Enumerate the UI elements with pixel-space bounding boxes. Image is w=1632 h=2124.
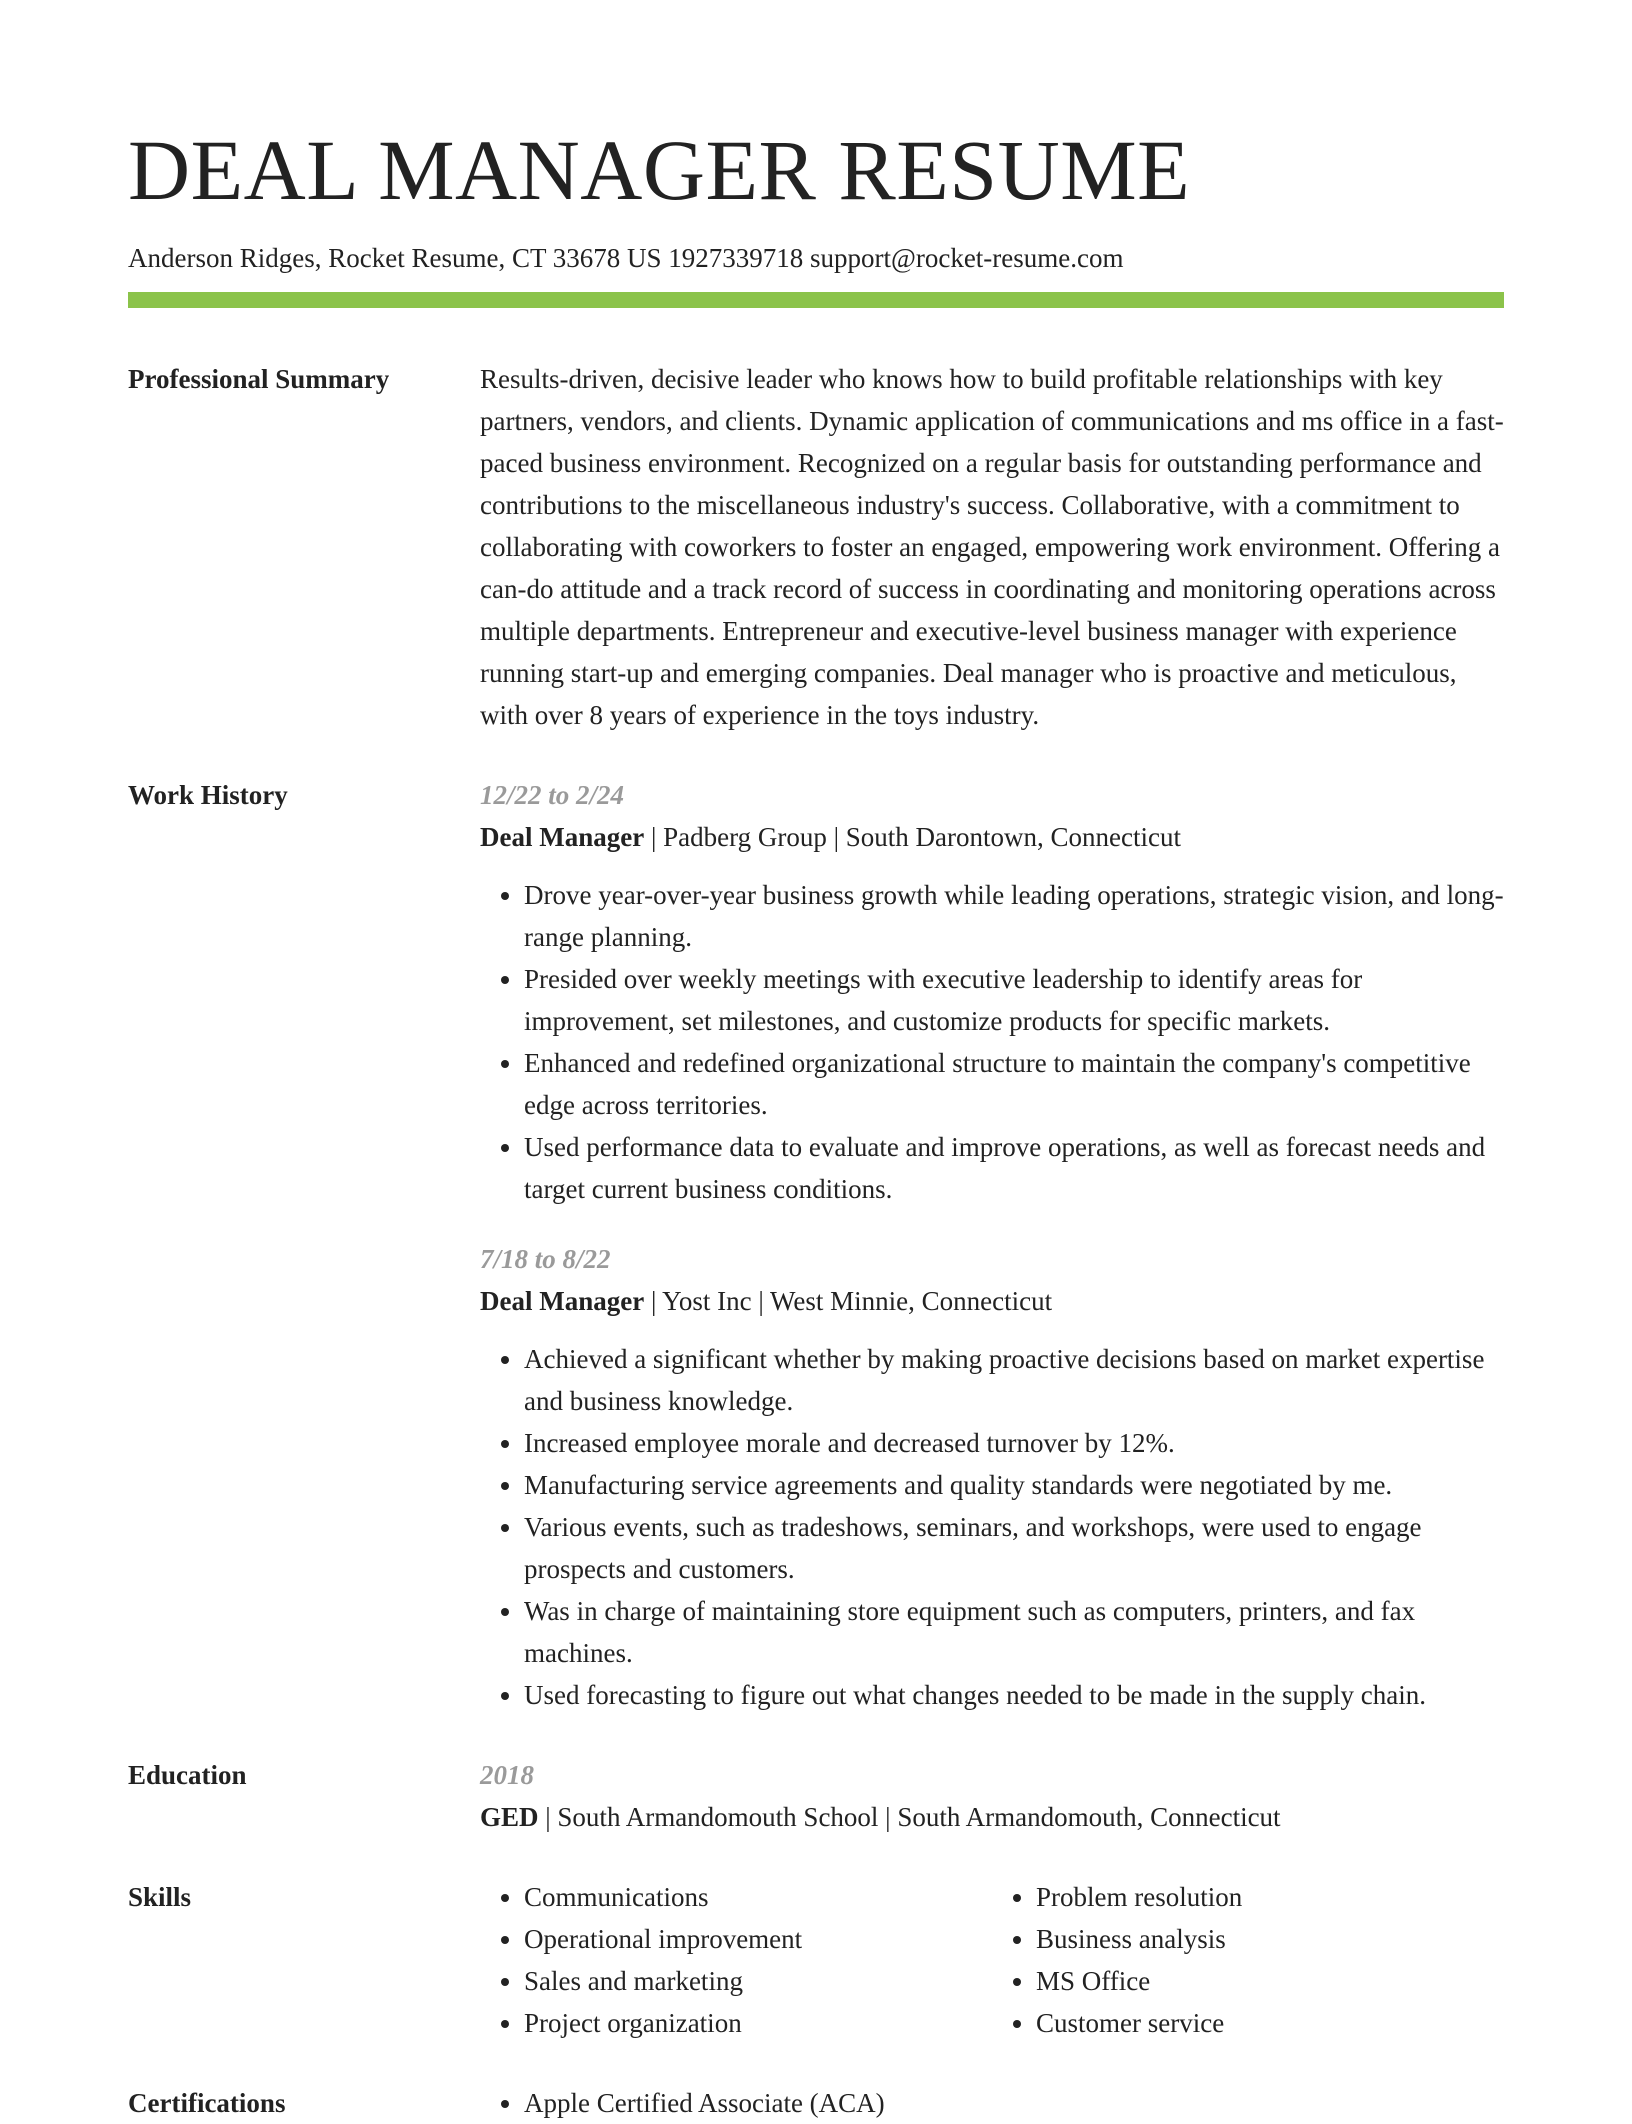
job-details: | Padberg Group | South Darontown, Connecticut [644,822,1181,852]
job-bullet: • Enhanced and redefined organizational structure to maintain the company's competitive edge across territories. [524,1042,1504,1126]
job-bullet: • Increased employee morale and decreased turnover by 12%. [524,1422,1504,1464]
job-bullet: • Used forecasting to figure out what changes needed to be made in the supply chain. [524,1674,1504,1716]
job-bullet: • Used performance data to evaluate and improve operations, as well as forecast needs and target current business conditions. [524,1126,1504,1210]
skills-section [128,1876,1504,2044]
summary-section [128,358,1504,736]
job-entry [480,1238,1504,1716]
skill-item: • Project organization [524,2002,992,2044]
job-dates: 12/22 to 2/24 [480,780,625,810]
contact-line: Anderson Ridges, Rocket Resume, CT 33678 US 1927339718 support@rocket-resume.com [128,243,1124,273]
skill-item: • Customer service [1036,2002,1504,2044]
job-title-line [480,816,1504,858]
job-details: | Yost Inc | West Minnie, Connecticut [644,1286,1053,1316]
education-label: Education [128,1760,247,1790]
certifications-label: Certifications [128,2088,286,2118]
job-bullet: • Drove year-over-year business growth while leading operations, strategic vision, and long-range planning. [524,874,1504,958]
skills-list-right [992,1876,1504,2044]
job-role: Deal Manager [480,1286,645,1316]
education-section [128,1754,1504,1838]
job-bullet: • Achieved a significant whether by making proactive decisions based on market expertise and business knowledge. [524,1338,1504,1422]
work-history-label: Work History [128,780,288,810]
education-year: 2018 [480,1760,534,1790]
resume-title: DEAL MANAGER RESUME [128,122,1191,218]
job-dates: 7/18 to 8/22 [480,1244,611,1274]
skills-list-left [480,1876,992,2044]
skill-item: • Operational improvement [524,1918,992,1960]
education-details: | South Armandomouth School | South Armandomouth, Connecticut [538,1802,1281,1832]
job-bullets [480,1338,1504,1716]
summary-text: Results-driven, decisive leader who knows how to build profitable relationships with key partners, vendors, and clients. Dynamic application of communications and ms office in a fast-paced business environment. Recognized on a regular basis for outstanding performance and contributions to the miscellaneous industry's success. Collaborative, with a commitment to collaborating with coworkers to foster an engaged, empowering work environment. Offering a can-do attitude and a track record of success in coordinating and monitoring operations across multiple departments. Entrepreneur and executive-level business manager with experience running start-up and emerging companies. Deal manager who is proactive and meticulous, with over 8 years of experience in the toys industry. [480,364,1504,730]
job-bullet: • Presided over weekly meetings with executive leadership to identify areas for improvement, set milestones, and customize products for specific markets. [524,958,1504,1042]
certifications-list [480,2082,1028,2124]
job-title-line [480,1280,1504,1322]
skill-item: • Business analysis [1036,1918,1504,1960]
education-line [480,1796,1504,1838]
job-bullets [480,874,1504,1210]
summary-label: Professional Summary [128,364,390,394]
accent-divider [128,292,1504,308]
job-bullet: • Various events, such as tradeshows, seminars, and workshops, were used to engage prospects and customers. [524,1506,1504,1590]
skill-item: • Communications [524,1876,992,1918]
certification-item: • Apple Certified Associate (ACA) [524,2082,1028,2124]
job-entry [480,774,1504,1210]
job-bullet: • Was in charge of maintaining store equipment such as computers, printers, and fax machines. [524,1590,1504,1674]
skills-label: Skills [128,1882,192,1912]
education-degree: GED [480,1802,539,1832]
certifications-section [128,2082,1504,2124]
skill-item: • MS Office [1036,1960,1504,2002]
work-history-section [128,774,1504,1716]
resume-page [128,0,1504,2124]
skill-item: • Sales and marketing [524,1960,992,2002]
job-bullet: • Manufacturing service agreements and quality standards were negotiated by me. [524,1464,1504,1506]
job-role: Deal Manager [480,822,645,852]
skill-item: • Problem resolution [1036,1876,1504,1918]
